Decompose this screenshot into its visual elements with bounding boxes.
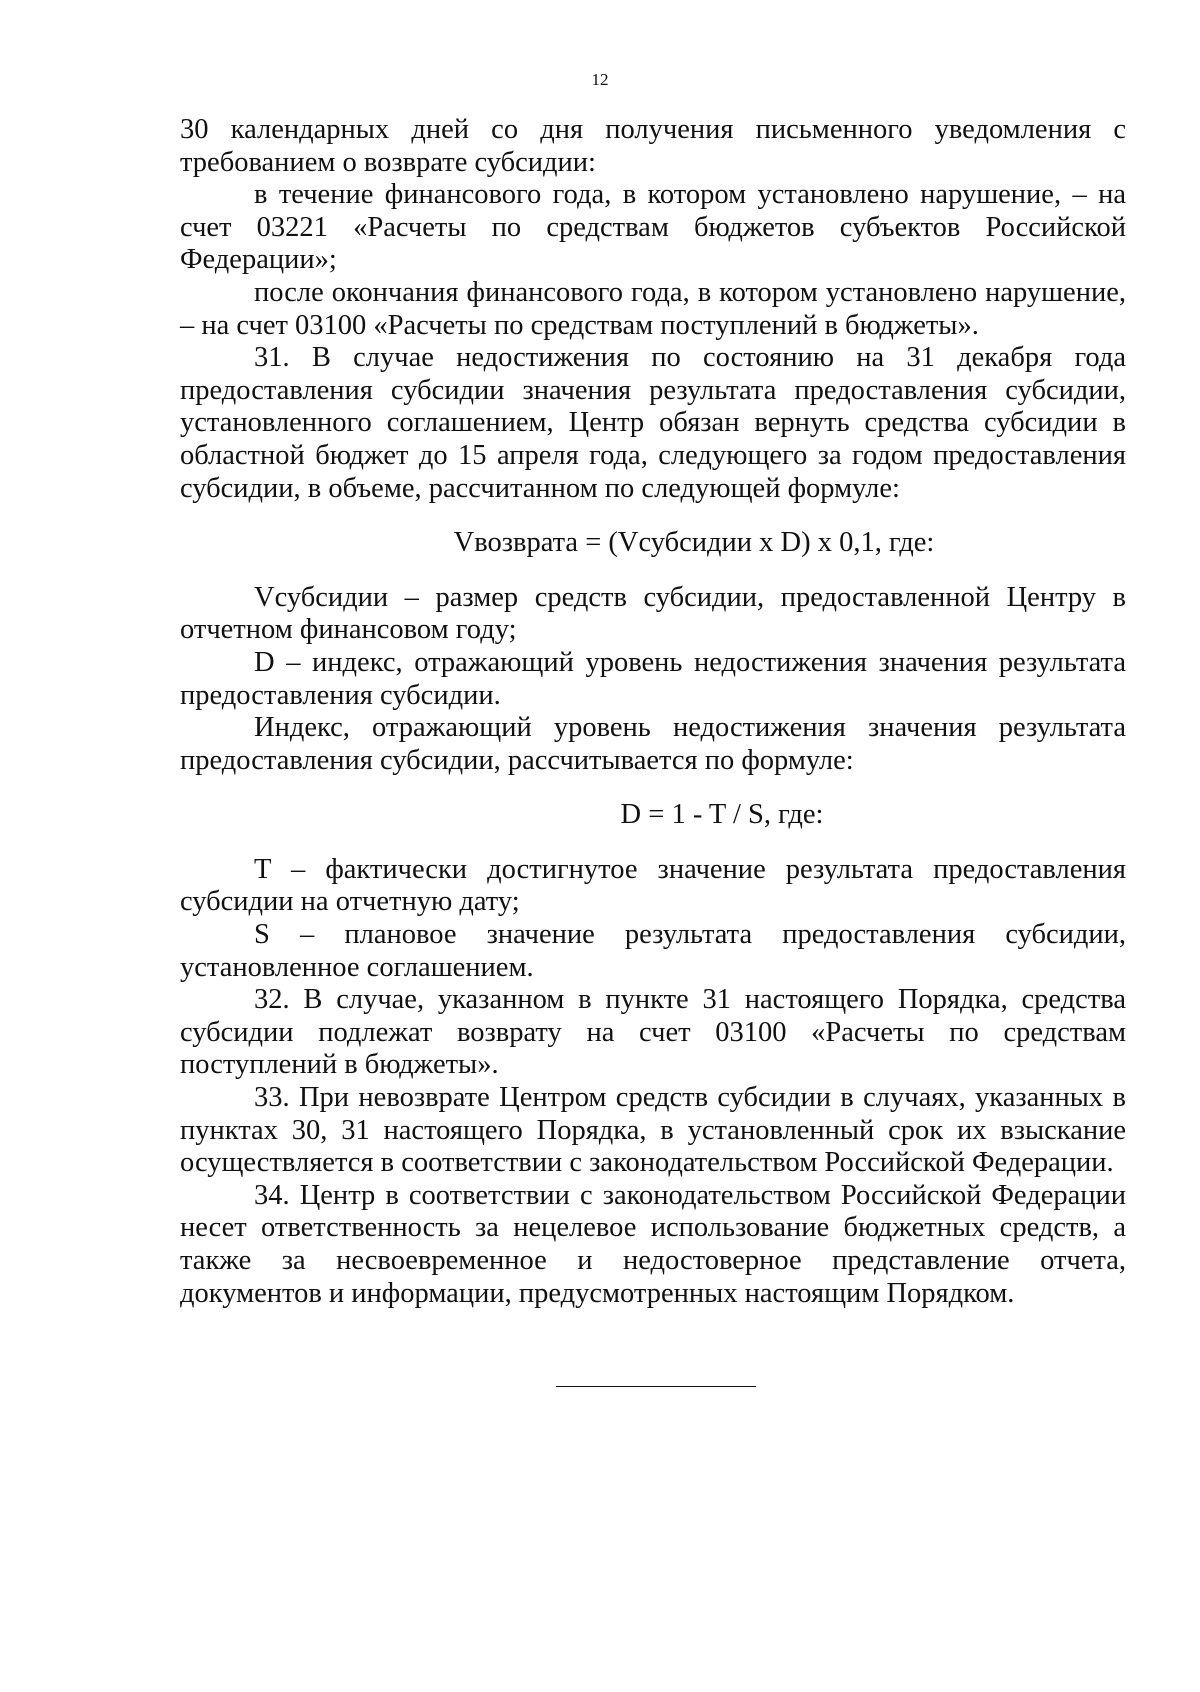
paragraph-definition-s: S – плановое значение результата предоставления субсидии, установленное соглашением. [180, 919, 1126, 983]
paragraph-definition-t: T – фактически достигнутое значение результата предоставления субсидии на отчетную дату; [180, 853, 1126, 918]
paragraph-item-34: 34. Центр в соответствии с законодательством Российской Федерации несет ответственность за нецелевое использование бюджетных средств, а также за несвоевременное и недостоверное представление отчета, документов и информации, предусмотренных настоящим Порядком. [180, 1179, 1126, 1309]
paragraph-continuation: 30 календарных дней со дня получения письменного уведомления с требованием о возврате субсидии: [180, 114, 1126, 178]
paragraph-item-31: 31. В случае недостижения по состоянию на 31 декабря года предоставления субсидии значения результата предоставления субсидии, установленного соглашением, Центр обязан вернуть средства субсидии в областной бюджет до 15 апреля года, следующего за годом предоставления субсидии, в объеме, рассчитанном по следующей формуле: [180, 342, 1126, 504]
end-divider-line [556, 1386, 756, 1387]
page-number: 12 [591, 70, 609, 89]
document-body [180, 114, 1126, 1310]
paragraph-item-33: 33. При невозврате Центром средств субсидии в случаях, указанных в пунктах 30, 31 настоящего Порядка, в установленный срок их взыскание осуществляется в соответствии с законодательством Российской Федерации. [180, 1082, 1126, 1179]
paragraph-account-03100: после окончания финансового года, в котором установлено нарушение, – на счет 03100 «Расчеты по средствам поступлений в бюджеты». [180, 276, 1126, 341]
paragraph-definition-vsubsidy: Vсубсидии – размер средств субсидии, предоставленной Центру в отчетном финансовом году; [180, 581, 1126, 646]
formula-return-volume: Vвозврата = (Vсубсидии x D) x 0,1, где: [453, 527, 935, 559]
paragraph-item-32: 32. В случае, указанном в пункте 31 настоящего Порядка, средства субсидии подлежат возврату на счет 03100 «Расчеты по средствам поступлений в бюджеты». [180, 984, 1126, 1081]
paragraph-account-03221: в течение финансового года, в котором установлено нарушение, – на счет 03221 «Расчеты по средствам бюджетов субъектов Российской Федерации»; [180, 179, 1126, 276]
paragraph-definition-d: D – индекс, отражающий уровень недостижения значения результата предоставления субсидии. [180, 646, 1126, 711]
formula-index-d: D = 1 - T / S, где: [620, 799, 824, 831]
paragraph-index-intro: Индекс, отражающий уровень недостижения значения результата предоставления субсидии, рассчитывается по формуле: [180, 712, 1126, 776]
